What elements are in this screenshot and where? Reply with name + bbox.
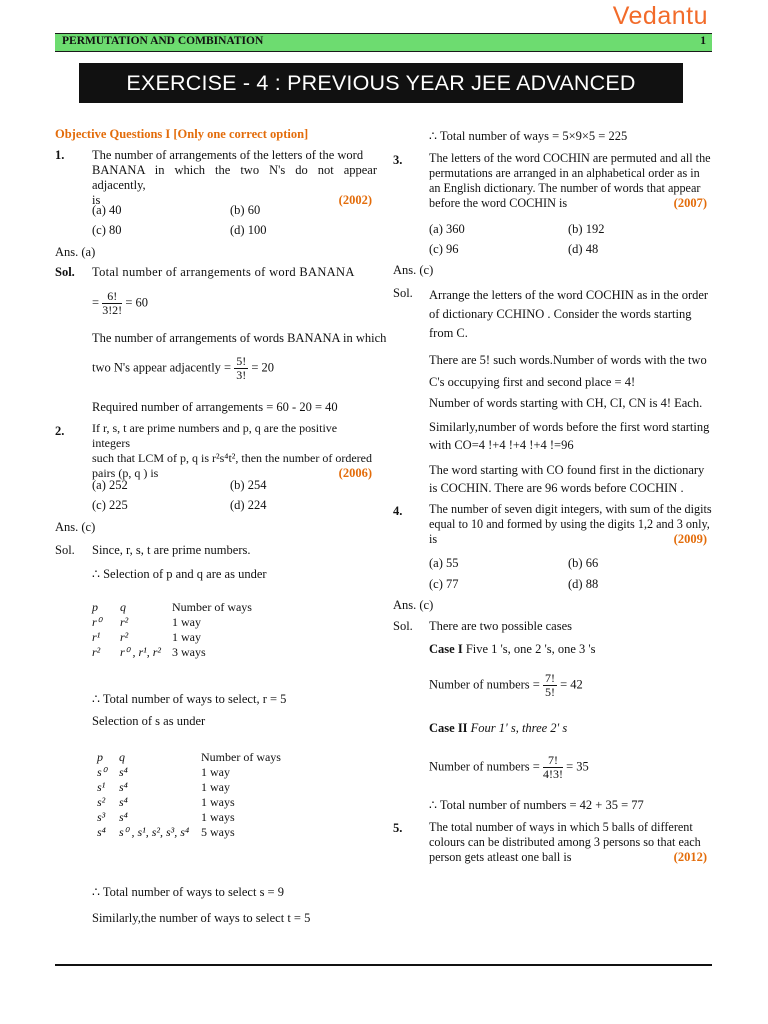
table-row: s⁰ s⁴ 1 way (97, 765, 230, 779)
question-text: If r, s, t are prime numbers and p, q are the positive integers such that LCM of p, q is r²s⁴t², then the number of ordered pairs (p, q ) is (2006) (92, 421, 372, 480)
question-text: The total number of ways in which 5 balls of different colours can be distributed among 3 persons so that each person gets atleast one ball is (2012) (429, 820, 707, 864)
solution-text: Selection of s as under (92, 714, 206, 728)
answer: Ans. (c) (393, 598, 434, 612)
option-b: (b) 66 (568, 556, 599, 570)
option-c: (c) 225 (92, 498, 128, 512)
fraction-equation: Number of numbers = $\frac{7!}{5!}$ = 42 (429, 671, 583, 699)
solution-text: Arrange the letters of the word COCHIN as in the order of dictionary CCHINO . Consider the words starting from C. (429, 288, 709, 340)
option-a: (a) 360 (429, 222, 465, 236)
fraction: $\frac{7!}{4!3!}$ (542, 753, 563, 781)
solution-text: Since, r, s, t are prime numbers. (92, 543, 251, 557)
option-b: (b) 254 (230, 478, 267, 492)
option-d: (d) 48 (568, 242, 599, 256)
option-c: (c) 77 (429, 577, 459, 591)
selection-table-r (92, 600, 252, 660)
option-d: (d) 88 (568, 577, 599, 591)
question-number: 3. (393, 153, 403, 167)
table-row: s² s⁴ 1 ways (97, 795, 235, 809)
footer-divider (55, 964, 712, 966)
solution-label: Sol. (393, 286, 413, 300)
solution-text: ∴ Total number of ways to select, r = 5 (92, 692, 287, 706)
solution-text: ∴ Selection of p and q are as under (92, 567, 267, 581)
solution-text: The number of arrangements of words BANANA in which (92, 331, 387, 345)
question-text: The number of arrangements of the letters of the word BANANA in which the two N's do not appear adjacently, is (2002) (92, 148, 377, 207)
case-two: Case II Four 1' s, three 2' s (429, 721, 568, 735)
fraction: $\frac{6!}{3!2!}$ (102, 289, 123, 317)
option-d: (d) 100 (230, 223, 267, 237)
solution-label: Sol. (55, 265, 75, 279)
fraction-equation: two N's appear adjacently = $\frac{5!}{3!}$ = 20 (92, 354, 275, 382)
solution-text: Required number of arrangements = 60 - 20 = 40 (92, 400, 338, 414)
answer: Ans. (a) (55, 245, 96, 259)
table-header-row: p q Number of ways (92, 600, 252, 614)
option-d: (d) 224 (230, 498, 267, 512)
table-row: r¹ r² 1 way (92, 630, 201, 644)
table-row: r² r⁰ , r¹, r² 3 ways (92, 645, 206, 659)
question-number: 4. (393, 504, 403, 518)
question-text: The letters of the word COCHIN are permuted and all the permutations are arranged in an alphabetical order as in an English dictionary. The number of words that appear before the word COCHIN is (2007) (429, 151, 711, 210)
question-number: 5. (393, 821, 403, 835)
solution-label: Sol. (55, 543, 75, 557)
option-b: (b) 192 (568, 222, 605, 236)
option-a: (a) 55 (429, 556, 459, 570)
table-row: s⁴ s⁰ , s¹, s², s³, s⁴ 5 ways (97, 825, 235, 839)
solution-text: ∴ Total number of numbers = 42 + 35 = 77 (429, 798, 644, 812)
fraction: $\frac{5!}{3!}$ (236, 354, 247, 382)
solution-text: Total number of arrangements of word BANANA (92, 265, 355, 279)
question-year: (2012) (673, 850, 707, 864)
table-row: s¹ s⁴ 1 way (97, 780, 230, 794)
solution-text: There are 5! such words.Number of words with the two C's occupying first and second place = 4! (429, 353, 707, 389)
solution-text: The word starting with CO found first in the dictionary is COCHIN. There are 96 words before COCHIN . (429, 463, 705, 495)
page-number: 1 (700, 35, 706, 47)
selection-table-s (97, 750, 281, 840)
exercise-title: EXERCISE - 4 : PREVIOUS YEAR JEE ADVANCED QUESTIONS (126, 71, 636, 135)
fraction: $\frac{7!}{5!}$ (544, 671, 555, 699)
solution-text: ∴ Total number of ways = 5×9×5 = 225 (429, 129, 628, 143)
case-one: Case I Five 1 's, one 2 's, one 3 's (429, 642, 596, 656)
question-text: The number of seven digit integers, with sum of the digits equal to 10 and formed by using the digits 1,2 and 3 only, is (2009) (429, 502, 712, 546)
chapter-title: PERMUTATION AND COMBINATION (62, 35, 264, 47)
question-year: (2007) (673, 196, 707, 210)
section-heading: Objective Questions I [Only one correct option] (55, 127, 309, 141)
vedantu-logo: Vedantu (612, 2, 708, 30)
option-c: (c) 80 (92, 223, 122, 237)
option-b: (b) 60 (230, 203, 261, 217)
fraction-equation: = $\frac{6!}{3!2!}$ = 60 (92, 289, 148, 317)
question-year: (2006) (338, 466, 372, 480)
question-number: 1. (55, 148, 65, 162)
solution-text: There are two possible cases (429, 619, 572, 633)
solution-text: Similarly,the number of ways to select t = 5 (92, 911, 311, 925)
option-c: (c) 96 (429, 242, 459, 256)
solution-label: Sol. (393, 619, 413, 633)
solution-text: ∴ Total number of ways to select s = 9 (92, 885, 284, 899)
chapter-header-bar (55, 33, 712, 52)
option-a: (a) 40 (92, 203, 122, 217)
fraction-equation: Number of numbers = $\frac{7!}{4!3!}$ = 35 (429, 753, 589, 781)
solution-text: Number of words starting with CH, CI, CN is 4! Each. (429, 396, 703, 410)
question-year: (2002) (338, 193, 372, 207)
question-number: 2. (55, 424, 65, 438)
solution-text: Similarly,number of words before the first word starting with CO=4 !+4 !+4 !+4 !=96 (429, 420, 710, 452)
table-row: s³ s⁴ 1 ways (97, 810, 235, 824)
table-row: r⁰ r² 1 way (92, 615, 201, 629)
table-header-row: p q Number of ways (97, 750, 281, 764)
answer: Ans. (c) (55, 520, 96, 534)
answer: Ans. (c) (393, 263, 434, 277)
question-year: (2009) (673, 532, 707, 546)
option-a: (a) 252 (92, 478, 128, 492)
